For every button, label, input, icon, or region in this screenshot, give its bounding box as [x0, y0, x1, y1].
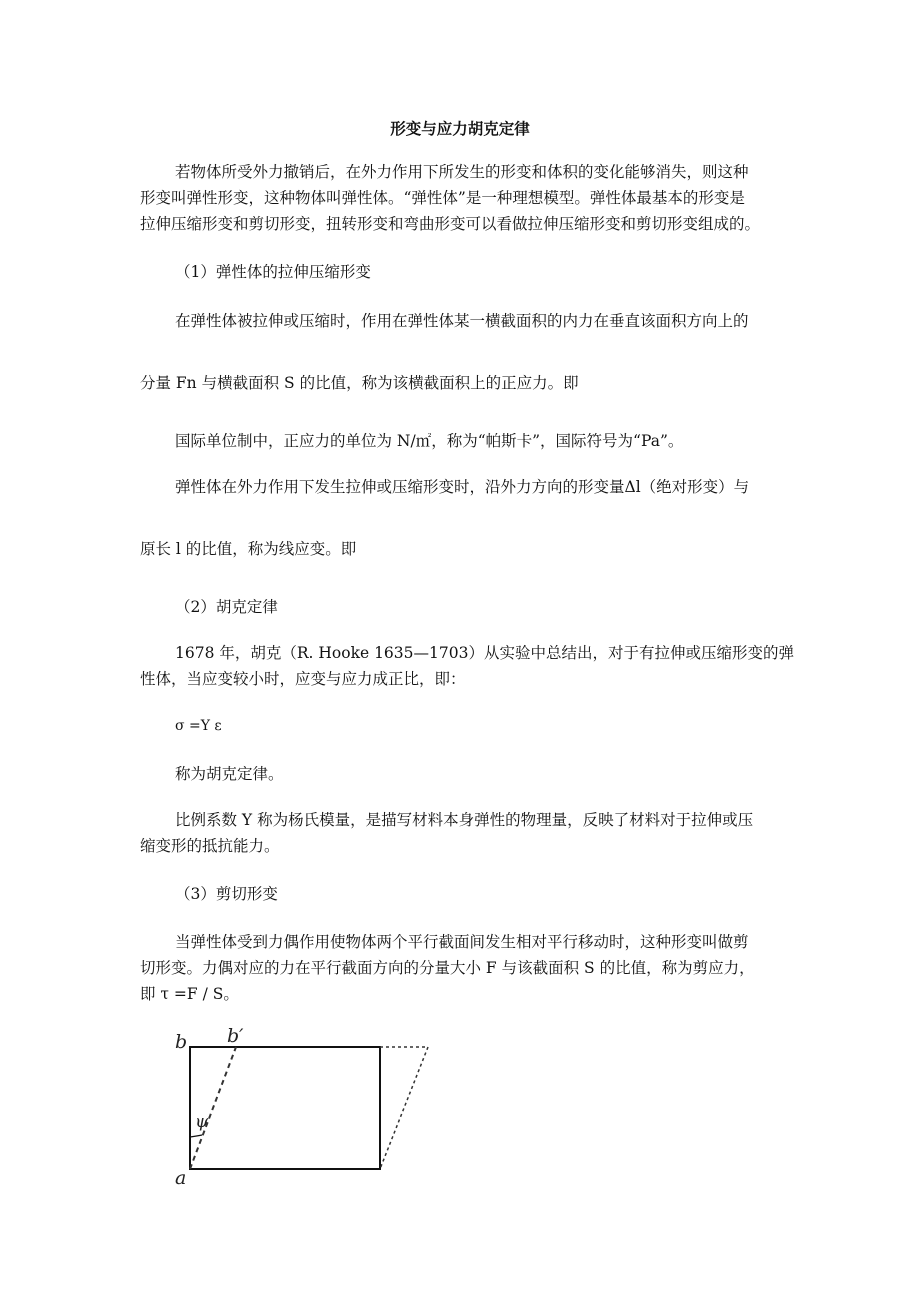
- label-a: a: [175, 1167, 187, 1189]
- para2-line2: 分量 Fn 与横截面积 S 的比值，称为该横截面积上的正应力。即: [140, 374, 579, 392]
- hooke-formula: σ =Y ε: [175, 718, 222, 734]
- angle-arc: [190, 1135, 202, 1137]
- para5-line1: 1678 年，胡克（R. Hooke 1635—1703）从实验中总结出，对于有拉伸或压缩形变的弹: [175, 644, 794, 662]
- para4-line2: 原长 l 的比值，称为线应变。即: [140, 540, 357, 558]
- para1-line3: 拉伸压缩形变和剪切形变，扭转形变和弯曲形变可以看做拉伸压缩形变和剪切形变组成的。: [140, 215, 761, 233]
- heading-3: （3）剪切形变: [175, 885, 278, 903]
- label-b-prime: b′: [227, 1025, 244, 1047]
- para4-line1: 弹性体在外力作用下发生拉伸或压缩形变时，沿外力方向的形变量Δl（绝对形变）与: [175, 478, 750, 496]
- para6: 称为胡克定律。: [175, 765, 284, 783]
- shear-deformation-diagram: [170, 1022, 450, 1192]
- para7-line2: 缩变形的抵抗能力。: [140, 837, 280, 855]
- doc-title: 形变与应力胡克定律: [390, 120, 530, 138]
- original-rectangle: [190, 1047, 380, 1169]
- sheared-right-edge: [380, 1047, 428, 1169]
- label-b: b: [175, 1031, 188, 1053]
- heading-2: （2）胡克定律: [175, 598, 278, 616]
- para5-line2: 性体，当应变较小时，应变与应力成正比，即：: [140, 670, 466, 688]
- para8-line1: 当弹性体受到力偶作用使物体两个平行截面间发生相对平行移动时，这种形变叫做剪: [175, 933, 749, 951]
- para7-line1: 比例系数 Y 称为杨氏模量，是描写材料本身弹性的物理量，反映了材料对于拉伸或压: [175, 811, 754, 829]
- para8-line2: 切形变。力偶对应的力在平行截面方向的分量大小 F 与该截面积 S 的比值，称为剪应力，: [140, 959, 755, 977]
- para2-line1: 在弹性体被拉伸或压缩时，作用在弹性体某一横截面积的内力在垂直该面积方向上的: [175, 312, 749, 330]
- para8-line3: 即 τ =F / S。: [140, 985, 239, 1003]
- sheared-left-edge: [190, 1047, 236, 1169]
- para1-line1: 若物体所受外力撤销后，在外力作用下所发生的形变和体积的变化能够消失，则这种: [175, 163, 749, 181]
- label-psi: ψ: [195, 1112, 209, 1132]
- heading-1: （1）弹性体的拉伸压缩形变: [175, 263, 371, 281]
- para3: 国际单位制中，正应力的单位为 N/㎡，称为“帕斯卡”，国际符号为“Pa”。: [175, 432, 684, 450]
- para1-line2: 形变叫弹性形变，这种物体叫弹性体。“弹性体”是一种理想模型。弹性体最基本的形变是: [140, 189, 745, 207]
